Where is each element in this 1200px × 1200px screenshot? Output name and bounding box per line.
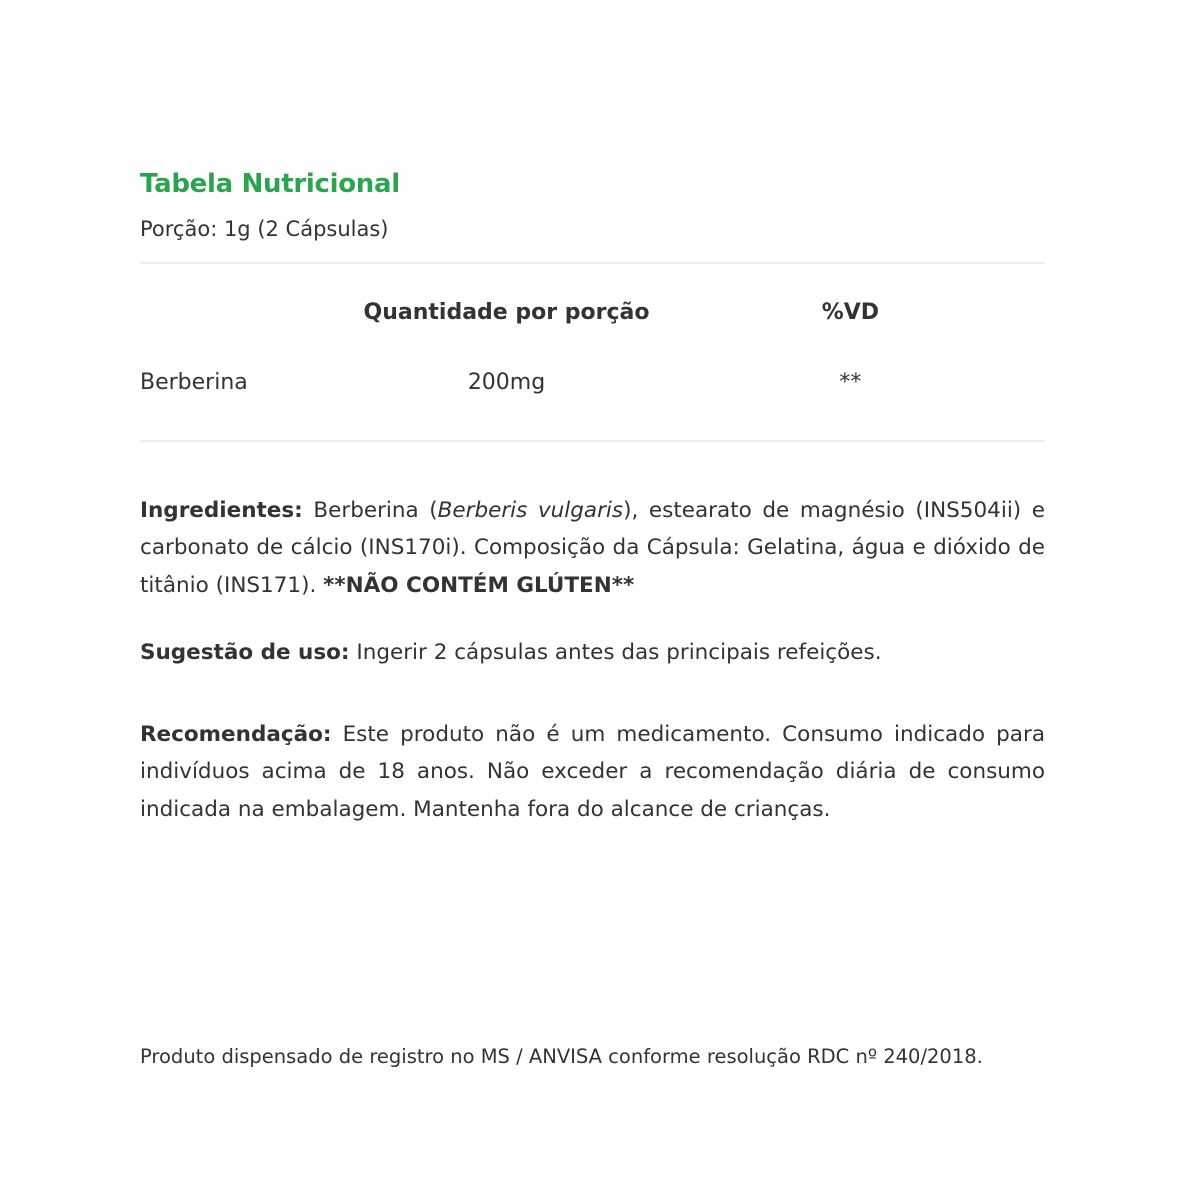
divider-bottom xyxy=(140,440,1045,442)
page-title: Tabela Nutricional xyxy=(140,169,400,200)
gluten-free-notice: **NÃO CONTÉM GLÚTEN** xyxy=(323,572,635,598)
divider-top xyxy=(140,262,1045,264)
serving-size-text: Porção: 1g (2 Cápsulas) xyxy=(140,217,389,241)
recommendation-text: Este produto não é um medicamento. Consumo indicado para indivíduos acima de 18 anos. Não exceder a recomendação diária de consumo indicada na embalagem. Mantenha fora do alcance de crianças. xyxy=(140,721,1045,822)
table-header-amount: Quantidade por porção xyxy=(363,300,650,325)
ingredients-paragraph xyxy=(140,492,1045,605)
table-header-daily-value: %VD xyxy=(821,300,880,325)
recommendation-label: Recomendação: xyxy=(140,721,332,747)
ingredients-species-name: Berberis vulgaris xyxy=(437,497,624,523)
usage-paragraph xyxy=(140,634,1045,672)
table-cell-nutrient: Berberina xyxy=(140,370,248,395)
table-cell-daily-value: ** xyxy=(839,370,862,395)
regulatory-footer-text: Produto dispensado de registro no MS / ANVISA conforme resolução RDC nº 240/2018. xyxy=(140,1044,983,1068)
table-cell-amount: 200mg xyxy=(467,370,546,395)
content-sheet xyxy=(140,0,1045,1200)
ingredients-text-2: ), estearato de magnésio (INS504ii) e carbonato de cálcio (INS170i). Composição da Cápsula: Gelatina, água e dióxido de titânio (INS171). xyxy=(140,497,1045,598)
nutrition-table-header xyxy=(140,298,1045,328)
ingredients-text-1: Berberina ( xyxy=(302,497,438,523)
ingredients-label: Ingredientes: xyxy=(140,497,303,523)
usage-text: Ingerir 2 cápsulas antes das principais refeições. xyxy=(349,639,882,665)
recommendation-paragraph xyxy=(140,716,1045,829)
usage-label: Sugestão de uso: xyxy=(140,639,350,665)
table-row xyxy=(140,368,1045,398)
